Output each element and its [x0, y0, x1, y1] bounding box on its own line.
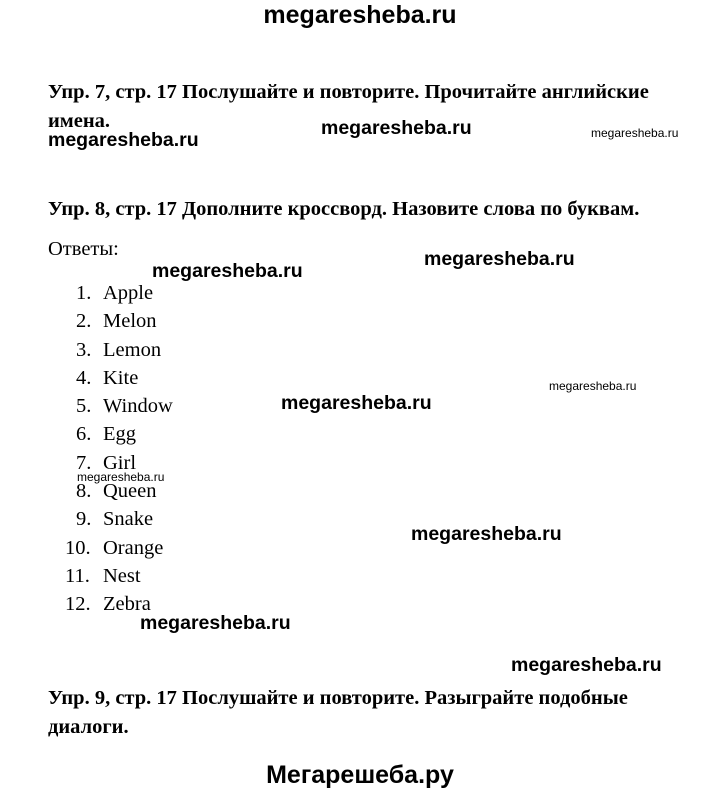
watermark: megaresheba.ru: [77, 470, 165, 484]
site-header-title: megaresheba.ru: [263, 1, 457, 29]
item-number: 12.: [65, 593, 91, 616]
answers-label: Ответы:: [48, 238, 119, 260]
exercise-7-heading-line1: Упр. 7, стр. 17 Послушайте и повторите. Прочитайте английские: [48, 81, 649, 103]
item-word: Kite: [103, 366, 139, 389]
watermark: megaresheba.ru: [321, 117, 472, 139]
item-word: Egg: [103, 423, 137, 446]
watermark: megaresheba.ru: [48, 129, 199, 151]
item-word: Melon: [103, 310, 157, 333]
item-number: 7.: [76, 451, 92, 474]
item-word: Lemon: [103, 338, 162, 361]
item-word: Window: [103, 395, 173, 418]
watermark: megaresheba.ru: [281, 392, 432, 414]
watermark: megaresheba.ru: [152, 260, 303, 282]
item-word: Apple: [103, 282, 154, 304]
item-number: 5.: [76, 395, 92, 418]
exercise-9-heading-line2: диалоги.: [48, 716, 129, 738]
watermark: megaresheba.ru: [511, 654, 662, 676]
item-number: 11.: [65, 564, 90, 587]
watermark: megaresheba.ru: [549, 379, 637, 393]
item-word: Orange: [103, 536, 164, 559]
item-word: Queen: [103, 480, 157, 503]
exercise-7-heading-line2: имена.: [48, 110, 111, 132]
item-word: Nest: [103, 564, 141, 587]
watermark: megaresheba.ru: [140, 612, 291, 634]
item-number: 8.: [76, 480, 92, 503]
item-number: 1.: [76, 282, 92, 304]
site-footer-title: Мегарешеба.ру: [266, 761, 454, 789]
item-number: 9.: [76, 508, 92, 531]
watermark: megaresheba.ru: [424, 248, 575, 270]
item-number: 3.: [76, 338, 92, 361]
item-number: 2.: [76, 310, 92, 333]
item-number: 4.: [76, 366, 92, 389]
watermark: megaresheba.ru: [411, 523, 562, 545]
exercise-8-heading: Упр. 8, стр. 17 Дополните кроссворд. Назовите слова по буквам.: [48, 198, 640, 220]
item-word: Snake: [103, 508, 154, 531]
item-number: 6.: [76, 423, 92, 446]
watermark: megaresheba.ru: [591, 126, 679, 140]
item-word: Zebra: [103, 593, 151, 616]
item-number: 10.: [65, 536, 91, 559]
exercise-9-heading-line1: Упр. 9, стр. 17 Послушайте и повторите. Разыграйте подобные: [48, 687, 628, 709]
item-word: Girl: [103, 451, 137, 474]
